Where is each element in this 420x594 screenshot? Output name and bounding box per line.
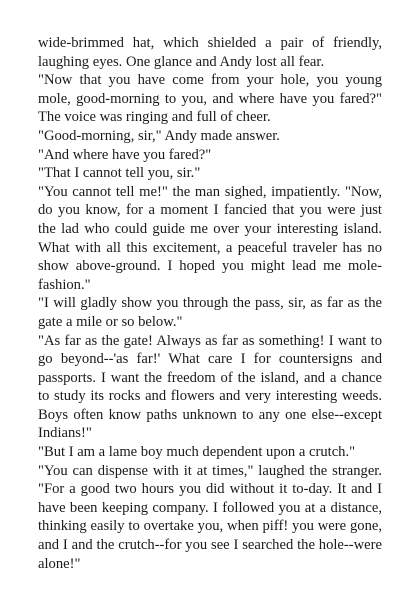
paragraph-4: "And where have you fared?" bbox=[38, 146, 212, 163]
paragraph-1: wide-brimmed hat, which shielded a pair of friendly, laughing eyes. One glance and Andy lost all fear. bbox=[38, 35, 382, 70]
paragraph-2: "Now that you have come from your hole, you young mole, good-morning to you, and where have you fared?" The voice was ringing and full of cheer. bbox=[38, 72, 382, 126]
paragraph-6: "You cannot tell me!" the man sighed, impatiently. "Now, do you know, for a moment I fancied that you were just the lad who could guide me over your interesting island. What with all this excitement, a peaceful traveler has no show above-ground. I hoped you might lead me mole-fashion." bbox=[38, 183, 382, 293]
paragraph-7: "I will gladly show you through the pass, sir, as far as the gate a mile or so below." bbox=[38, 295, 382, 330]
paragraph-10: "You can dispense with it at times," laughed the stranger. "For a good two hours you did without it to-day. It and I have been keeping company. I followed you at a distance, thinking easily to overtake you, when piff! you were gone, and I and the crutch--for you see I searched the hole--were alone!" bbox=[38, 462, 382, 572]
paragraph-3: "Good-morning, sir," Andy made answer. bbox=[38, 127, 280, 144]
paragraph-5: "That I cannot tell you, sir." bbox=[38, 165, 201, 182]
paragraph-8: "As far as the gate! Always as far as something! I want to go beyond--'as far!' What care I for countersigns and passports. I want the freedom of the island, and a chance to study its rocks and flowers and very interesting weeds. Boys often know paths unknown to any one else--except Indians!" bbox=[38, 332, 382, 442]
paragraph-9: "But I am a lame boy much dependent upon a crutch." bbox=[38, 444, 356, 461]
book-page bbox=[38, 34, 382, 573]
